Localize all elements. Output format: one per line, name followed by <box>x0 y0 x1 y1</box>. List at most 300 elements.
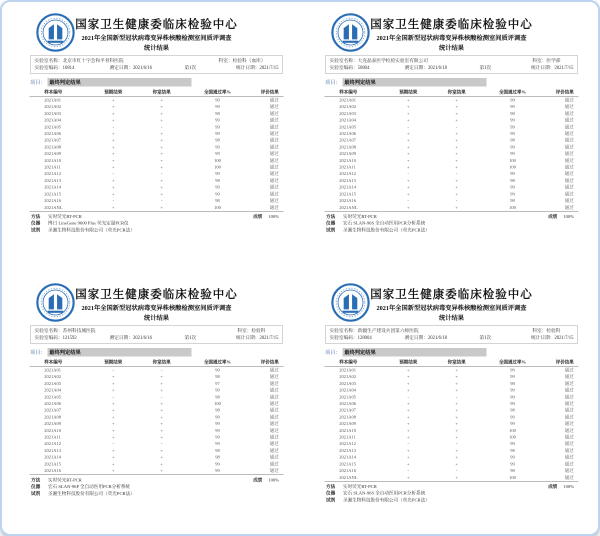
table-cell: 2021A03 <box>339 110 357 116</box>
table-cell: 2021A07 <box>44 137 62 143</box>
table-cell: 通过 <box>564 367 574 373</box>
table-cell: + <box>455 374 458 380</box>
table-row <box>29 461 283 468</box>
section-label: 项目： <box>30 350 46 356</box>
table-row <box>29 394 283 401</box>
table-cell: - <box>112 367 114 373</box>
method-value: 实时荧光RT-PCR <box>48 477 82 483</box>
section-label: 项目： <box>325 350 341 356</box>
table-cell: + <box>455 367 458 373</box>
table-cell: 98 <box>215 198 220 204</box>
test-date-label: 测定日期： <box>404 335 428 341</box>
dept-field <box>532 58 573 65</box>
table-cell: + <box>406 414 410 420</box>
reagent-row <box>326 497 578 504</box>
table-row <box>29 447 283 454</box>
table-row <box>324 461 578 468</box>
table-cell: - <box>112 124 114 130</box>
instrument-label: 仪器 <box>31 220 41 226</box>
table-cell: 99 <box>510 441 515 447</box>
report-subtitle2: 统计结果 <box>438 314 464 322</box>
col-sample-id: 样本编号 <box>29 358 90 367</box>
reagent-row <box>326 227 578 234</box>
table-cell: + <box>111 177 115 183</box>
table-row <box>29 104 283 111</box>
table-cell: + <box>455 434 458 440</box>
table-cell: 2021A02 <box>44 374 62 380</box>
col-your-result: 你室结果 <box>431 88 482 97</box>
table-cell: 97 <box>215 380 220 386</box>
table-cell: 99 <box>510 124 515 130</box>
table-row <box>29 468 283 475</box>
table-cell: 通过 <box>564 191 574 197</box>
table-cell: 99 <box>215 171 220 177</box>
lab-code-field <box>35 335 110 342</box>
report-doc-3 <box>28 280 285 530</box>
table-cell: 通过 <box>269 401 279 407</box>
nccl-logo-icon <box>36 283 75 322</box>
table-cell: 99 <box>510 461 515 467</box>
lab-code-field <box>35 65 110 72</box>
table-cell: 2021A03 <box>44 110 62 116</box>
stat-date-value: 2021/7/15 <box>259 65 279 71</box>
table-cell: + <box>160 434 163 440</box>
score-field <box>548 483 578 490</box>
reagent-label: 试剂 <box>326 497 336 503</box>
table-cell: + <box>406 144 410 150</box>
table-cell: + <box>406 104 410 110</box>
instrument-value: 宏石 SLAN-96P 全自动医用PCR分析系统 <box>48 484 131 489</box>
table-row <box>324 157 578 164</box>
table-cell: 2021A09 <box>44 421 62 427</box>
method-label: 方法 <box>326 483 336 489</box>
table-cell: + <box>406 454 410 460</box>
table-header-row <box>324 88 578 97</box>
table-cell: 99 <box>510 454 515 460</box>
stat-date-field <box>236 65 278 72</box>
table-cell: + <box>160 117 163 123</box>
table-cell: + <box>160 374 163 380</box>
table-cell: 通过 <box>564 461 574 467</box>
table-cell: - <box>407 441 409 447</box>
table-cell: 通过 <box>269 374 279 380</box>
test-date-field <box>405 65 480 72</box>
table-cell: 通过 <box>564 374 574 380</box>
table-cell: - <box>407 171 409 177</box>
col-pass-rate: 全国通过率% <box>187 358 248 367</box>
stat-date-field <box>531 65 573 72</box>
round-value: 第1次 <box>479 335 492 341</box>
table-cell: + <box>160 157 163 163</box>
nccl-logo-icon <box>36 13 75 52</box>
table-cell: 2021A04 <box>339 387 357 393</box>
table-row <box>29 374 283 381</box>
table-cell: 99 <box>215 191 220 197</box>
table-cell: + <box>406 474 410 480</box>
table-cell: 通过 <box>564 414 574 420</box>
table-cell: + <box>455 421 458 427</box>
table-cell: 2021A02 <box>339 104 357 110</box>
col-expected: 预期结果 <box>90 88 136 97</box>
table-cell: 99 <box>215 151 220 157</box>
reagent-label: 试剂 <box>326 227 336 233</box>
lab-name-field <box>330 58 428 65</box>
table-cell: 通过 <box>564 104 574 110</box>
table-row <box>29 151 283 158</box>
table-cell: + <box>111 447 115 453</box>
test-date-label: 测定日期： <box>109 335 133 341</box>
lab-code-label: 实验室编码： <box>34 335 63 341</box>
table-row <box>29 110 283 117</box>
table-cell: + <box>111 144 115 150</box>
table-cell: 100 <box>214 164 221 170</box>
table-row <box>29 164 283 171</box>
table-row <box>29 401 283 408</box>
table-cell: 通过 <box>564 151 574 157</box>
table-row <box>324 204 578 211</box>
table-cell: - <box>160 124 163 130</box>
table-cell: + <box>160 104 163 110</box>
lab-code-value: 10814 <box>62 65 75 71</box>
table-cell: 2021A04 <box>339 117 357 123</box>
table-cell: 2021A11 <box>44 164 61 170</box>
table-cell: + <box>406 447 410 453</box>
table-row <box>29 157 283 164</box>
lab-name-label: 实验室名称： <box>329 328 358 334</box>
table-cell: - <box>160 394 163 400</box>
table-cell: 99 <box>215 441 220 447</box>
table-row <box>29 427 283 434</box>
table-row <box>324 104 578 111</box>
table-cell: 100 <box>509 474 516 480</box>
table-cell: + <box>455 117 458 123</box>
table-cell: 98 <box>510 407 515 413</box>
table-cell: - <box>160 198 163 204</box>
table-row <box>324 414 578 421</box>
table-cell: 99 <box>510 151 515 157</box>
lab-code-label: 实验室编码： <box>34 65 63 71</box>
table-cell: 2021A05 <box>339 124 357 130</box>
table-cell: 通过 <box>564 427 574 433</box>
page-title: 国家卫生健康委临床检验中心 <box>370 288 533 301</box>
table-header-row <box>324 358 578 367</box>
table-cell: 2021A10 <box>339 427 357 433</box>
table-row <box>324 367 578 374</box>
table-cell: + <box>455 184 458 190</box>
table-cell: 100 <box>214 401 221 407</box>
table-cell: + <box>455 110 458 116</box>
section-title: 最终判定结果 <box>47 78 191 87</box>
method-row <box>326 483 578 490</box>
table-cell: 2021A05 <box>44 124 62 130</box>
table-cell: 2021ANL <box>339 474 358 480</box>
table-cell: + <box>406 151 410 157</box>
score-field <box>548 213 578 220</box>
table-cell: 99 <box>510 414 515 420</box>
table-cell: + <box>406 427 410 433</box>
table-row <box>29 171 283 178</box>
table-row <box>324 124 578 131</box>
table-cell: + <box>160 414 163 420</box>
stat-date-label: 统计日期： <box>236 335 260 341</box>
section-header <box>325 348 580 357</box>
score-value: 100% <box>563 213 574 219</box>
table-cell: 通过 <box>269 367 279 373</box>
dept-label: 科室： <box>532 58 547 64</box>
report-subtitle: 2021年全国新型冠状病毒变异株核酸检测室间质评调查 <box>81 34 232 42</box>
table-cell: 2021A07 <box>339 137 357 143</box>
table-cell: 2021A15 <box>44 461 62 467</box>
table-cell: + <box>406 380 410 386</box>
table-cell: 99 <box>215 124 220 130</box>
table-cell: + <box>455 474 458 480</box>
col-sample-id: 样本编号 <box>324 88 385 97</box>
table-cell: 通过 <box>564 124 574 130</box>
table-cell: 2021A03 <box>44 380 62 386</box>
table-cell: + <box>111 137 115 143</box>
table-cell: 99 <box>510 184 515 190</box>
table-row <box>29 198 283 205</box>
table-cell: - <box>455 441 458 447</box>
table-row <box>29 184 283 191</box>
doc-footer <box>326 213 578 233</box>
page-title: 国家卫生健康委临床检验中心 <box>75 288 238 301</box>
stat-date-value: 2021/7/15 <box>554 65 574 71</box>
table-cell: 通过 <box>269 387 279 393</box>
table-cell: - <box>455 394 458 400</box>
table-cell: 100 <box>214 204 221 210</box>
lab-code-value: 128004 <box>357 335 372 341</box>
table-cell: 2021A10 <box>44 427 62 433</box>
reagent-value: 圣湘生物科技股份有限公司（荧光PCR法） <box>343 227 430 233</box>
score-value: 100% <box>563 483 574 489</box>
reagent-label: 试剂 <box>31 490 41 496</box>
table-cell: 2021A05 <box>339 394 357 400</box>
table-cell: 98 <box>215 177 220 183</box>
table-cell: 99 <box>510 387 515 393</box>
round-value: 第1次 <box>184 65 197 71</box>
table-row <box>29 177 283 184</box>
reagent-row <box>31 227 283 234</box>
table-cell: + <box>160 204 163 210</box>
dept-field <box>532 328 573 335</box>
table-cell: 2021A14 <box>339 454 357 460</box>
table-cell: + <box>111 151 115 157</box>
instrument-row <box>326 490 578 497</box>
table-cell: 通过 <box>269 434 279 440</box>
stat-date-value: 2021/7/15 <box>259 335 279 341</box>
results-table <box>29 88 283 212</box>
table-cell: 99 <box>510 367 515 373</box>
table-cell: + <box>455 427 458 433</box>
report-subtitle2: 统计结果 <box>143 314 169 322</box>
table-cell: + <box>111 414 115 420</box>
table-cell: 通过 <box>564 468 574 474</box>
table-cell: + <box>455 104 458 110</box>
table-cell: 99 <box>510 191 515 197</box>
method-value: 实时荧光RT-PCR <box>343 483 377 489</box>
table-cell: + <box>111 157 115 163</box>
instrument-value: 博日 LineGene 9600 Plus 荧光定量PCR仪 <box>48 220 129 226</box>
table-cell: + <box>455 407 458 413</box>
table-cell: + <box>160 421 163 427</box>
table-cell: - <box>407 124 409 130</box>
lab-code-field <box>330 335 405 342</box>
table-cell: + <box>406 401 410 407</box>
table-cell: 2021A10 <box>339 157 357 163</box>
table-cell: 通过 <box>269 414 279 420</box>
table-cell: - <box>160 171 163 177</box>
table-row <box>29 144 283 151</box>
table-cell: 98 <box>215 454 220 460</box>
reports-grid <box>2 2 598 536</box>
section-label: 项目： <box>325 80 341 86</box>
stat-date-field <box>531 335 573 342</box>
table-cell: - <box>455 124 458 130</box>
dept-field <box>237 328 278 335</box>
table-cell: + <box>455 380 458 386</box>
table-cell: 99 <box>215 97 220 103</box>
doc-header <box>323 280 580 322</box>
table-cell: 2021A02 <box>44 104 62 110</box>
table-cell: 99 <box>510 421 515 427</box>
table-cell: 通过 <box>564 204 574 210</box>
table-cell: 通过 <box>564 434 574 440</box>
lab-info-box <box>30 56 283 74</box>
dept-label: 科室： <box>237 328 252 334</box>
table-cell: + <box>455 97 458 103</box>
table-cell: + <box>160 151 163 157</box>
table-cell: - <box>112 394 114 400</box>
col-evaluation: 评价结果 <box>248 358 284 367</box>
table-cell: + <box>406 421 410 427</box>
section-title: 最终判定结果 <box>47 348 191 357</box>
report-subtitle2: 统计结果 <box>143 44 169 52</box>
table-cell: 2021A01 <box>44 97 62 103</box>
test-date-label: 测定日期： <box>109 65 133 71</box>
table-cell: + <box>111 184 115 190</box>
table-row <box>324 427 578 434</box>
table-cell: 2021A15 <box>339 191 357 197</box>
col-expected: 预期结果 <box>90 358 136 367</box>
table-cell: 2021A15 <box>339 461 357 467</box>
method-row <box>31 477 283 484</box>
table-cell: 通过 <box>269 204 279 210</box>
table-row <box>324 421 578 428</box>
instrument-row <box>31 220 283 227</box>
section-header <box>30 78 285 87</box>
col-pass-rate: 全国通过率% <box>187 88 248 97</box>
table-cell: 通过 <box>269 124 279 130</box>
table-cell: 99 <box>215 427 220 433</box>
table-cell: 99 <box>215 144 220 150</box>
table-cell: + <box>111 421 115 427</box>
table-cell: 通过 <box>269 380 279 386</box>
table-row <box>324 401 578 408</box>
table-row <box>324 474 578 481</box>
table-row <box>324 177 578 184</box>
round-value: 第1次 <box>479 65 492 71</box>
table-cell: 98 <box>215 394 220 400</box>
table-cell: 2021A01 <box>44 367 62 373</box>
table-cell: 通过 <box>269 104 279 110</box>
dept-value: 医学部 <box>546 58 561 64</box>
report-subtitle: 2021年全国新型冠状病毒变异株核酸检测室间质评调查 <box>81 304 232 312</box>
table-cell: 通过 <box>269 184 279 190</box>
table-cell: + <box>160 131 163 137</box>
table-cell: 通过 <box>269 427 279 433</box>
table-cell: 2021A14 <box>339 184 357 190</box>
table-cell: + <box>455 401 458 407</box>
doc-header <box>323 10 580 52</box>
lab-name-value: 苏州科技城医院 <box>62 328 96 334</box>
table-cell: + <box>111 468 115 474</box>
table-cell: 2021A12 <box>44 171 62 177</box>
doc-footer <box>326 483 578 503</box>
table-cell: + <box>406 367 410 373</box>
table-header-row <box>29 358 283 367</box>
stat-date-field <box>236 335 278 342</box>
table-cell: + <box>455 414 458 420</box>
table-cell: 2021A16 <box>44 198 62 204</box>
table-cell: 通过 <box>269 164 279 170</box>
table-cell: 2021A12 <box>339 441 357 447</box>
table-cell: + <box>111 104 115 110</box>
table-cell: 2021ANL <box>44 204 63 210</box>
table-cell: + <box>111 401 115 407</box>
table-row <box>29 454 283 461</box>
method-value: 实时荧光RT-PCR <box>343 213 377 219</box>
table-row <box>324 374 578 381</box>
report-doc-2 <box>323 10 580 260</box>
table-cell: + <box>406 461 410 467</box>
method-row <box>326 213 578 220</box>
test-date-value: 2021/6/18 <box>427 335 447 341</box>
report-doc-1 <box>28 10 285 260</box>
table-cell: + <box>111 461 115 467</box>
score-label: 成绩 <box>253 213 263 219</box>
test-date-field <box>110 335 185 342</box>
table-cell: 通过 <box>564 380 574 386</box>
table-cell: + <box>111 434 115 440</box>
table-cell: - <box>455 468 458 474</box>
table-row <box>29 434 283 441</box>
col-evaluation: 评价结果 <box>543 88 579 97</box>
table-row <box>324 110 578 117</box>
table-cell: 通过 <box>269 461 279 467</box>
table-cell: 99 <box>510 394 515 400</box>
table-cell: - <box>112 171 114 177</box>
table-cell: + <box>160 401 163 407</box>
table-cell: 通过 <box>564 171 574 177</box>
dept-value: 检验科（血库） <box>232 58 266 64</box>
table-cell: + <box>406 164 410 170</box>
table-cell: 2021A13 <box>339 447 357 453</box>
table-cell: 通过 <box>269 157 279 163</box>
table-cell: 通过 <box>269 131 279 137</box>
table-cell: + <box>160 191 163 197</box>
table-row <box>324 454 578 461</box>
table-cell: - <box>112 441 114 447</box>
table-cell: + <box>111 110 115 116</box>
table-header-row <box>29 88 283 97</box>
lab-code-value: 121592 <box>62 335 77 341</box>
table-cell: + <box>160 468 163 474</box>
score-value: 100% <box>268 477 279 483</box>
table-cell: 通过 <box>564 184 574 190</box>
lab-code-field <box>330 65 405 72</box>
dept-field <box>219 58 279 65</box>
